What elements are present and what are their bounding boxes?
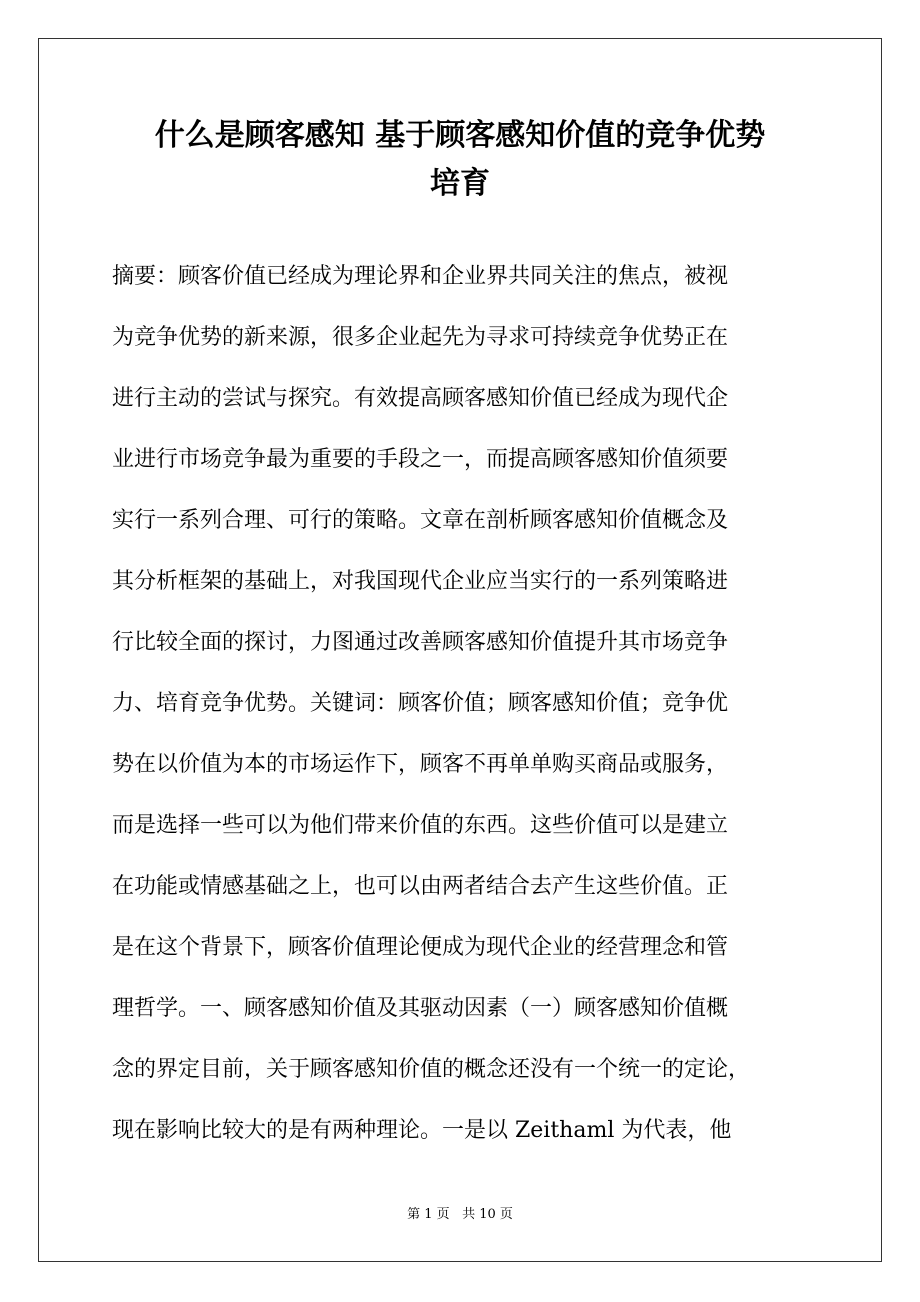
- page-total: 共 10 页: [462, 1207, 513, 1222]
- body-line: 是在这个背景下，顾客价值理论便成为现代企业的经营理念和管: [112, 935, 729, 960]
- title-line-1: 什么是顾客感知 基于顾客感知价值的竞争优势: [154, 118, 766, 153]
- body-line: 其分析框架的基础上，对我国现代企业应当实行的一系列策略进: [112, 569, 729, 594]
- document-body: [112, 246, 812, 1161]
- body-line: 势在以价值为本的市场运作下，顾客不再单单购买商品或服务，: [112, 752, 729, 777]
- document-title: [88, 112, 832, 208]
- body-line: 行比较全面的探讨，力图通过改善顾客感知价值提升其市场竞争: [112, 630, 729, 655]
- body-line: 现在影响比较大的是有两种理论。一是以 Zeithaml 为代表，他: [112, 1118, 732, 1143]
- body-line: 进行主动的尝试与探究。有效提高顾客感知价值已经成为现代企: [112, 386, 729, 411]
- body-line: 念的界定目前，关于顾客感知价值的概念还没有一个统一的定论，: [112, 1057, 751, 1082]
- body-line: 实行一系列合理、可行的策略。文章在剖析顾客感知价值概念及: [112, 508, 729, 533]
- body-line: 摘要：顾客价值已经成为理论界和企业界共同关注的焦点，被视: [112, 264, 729, 289]
- body-line: 在功能或情感基础之上，也可以由两者结合去产生这些价值。正: [112, 874, 729, 899]
- body-line: 而是选择一些可以为他们带来价值的东西。这些价值可以是建立: [112, 813, 729, 838]
- page-number: 第 1 页: [407, 1207, 450, 1222]
- title-line-2: 培育: [430, 166, 490, 201]
- page-footer: [0, 1206, 920, 1224]
- body-line: 业进行市场竞争最为重要的手段之一，而提高顾客感知价值须要: [112, 447, 729, 472]
- body-line: 理哲学。一、顾客感知价值及其驱动因素（一）顾客感知价值概: [112, 996, 729, 1021]
- body-line: 力、培育竞争优势。关键词：顾客价值；顾客感知价值；竞争优: [112, 691, 729, 716]
- body-line: 为竞争优势的新来源，很多企业起先为寻求可持续竞争优势正在: [112, 325, 729, 350]
